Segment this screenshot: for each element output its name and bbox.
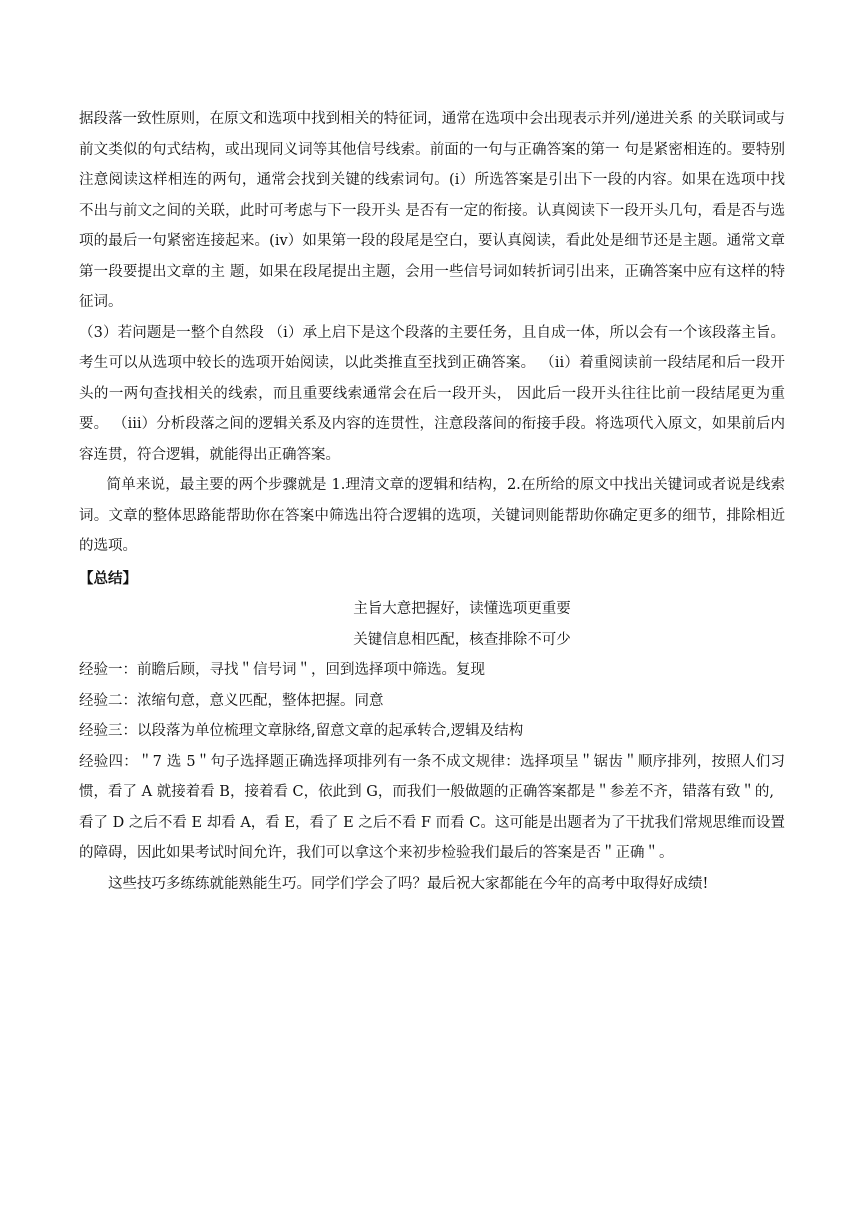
experience-four-continued: 看了 D 之后不看 E 却看 A，看 E，看了 E 之后不看 F 而看 C。这可能是出题者为了干扰我们常规思维而设置的障碍，因此如果考试时间允许，我们可以拿这个来初步检验我们最后的答案是否＂正确＂。 <box>79 814 785 861</box>
paragraph-sentence-position: 据段落一致性原则，在原文和选项中找到相关的特征词，通常在选项中会出现表示并列/递进关系 的关联词或与前文类似的句式结构，或出现同义词等其他信号线索。前面的一句与正确答案的第一 句是紧密相连的。要特别注意阅读这样相连的两句，通常会找到关键的线索词句。(i）所选答案是引出下一段的内容。如果在选项中找不出与前文之间的关联，此时可考虑与下一段开头 是否有一定的衔接。认真阅读下一段开头几句，看是否与选项的最后一句紧密连接起来。(iv）如果第一段的段尾是空白，要认真阅读，看此处是细节还是主题。通常文章第一段要提出文章的主 题，如果在段尾提出主题，会用一些信号词如转折词引出来，正确答案中应有这样的特征词。 <box>79 111 785 310</box>
experience-one: 经验一：前瞻后顾，寻找＂信号词＂，回到选择项中筛选。复现 <box>79 662 485 678</box>
paragraph-simple-summary: 简单来说，最主要的两个步骤就是 1.理清文章的逻辑和结构，2.在所给的原文中找出关键词或者说是线索词。文章的整体思路能帮助你在答案中筛选出符合逻辑的选项，关键词则能帮助你确定更多的细节，排除相近的选项。 <box>79 477 785 554</box>
closing-paragraph: 这些技巧多练练就能熟能生巧。同学们学会了吗？最后祝大家都能在今年的高考中取得好成绩! <box>108 875 709 892</box>
paragraph-whole-paragraph-question: （3）若问题是一整个自然段 （i）承上启下是这个段落的主要任务，且自成一体，所以会有一个该段落主旨。考生可以从选项中较长的选项开始阅读，以此类推直至找到正确答案。 （ii）着重阅读前一段结尾和后一段开头的一两句查找相关的线索，而且重要线索通常会在后一段开头， 因此后一段开头往往比前一段结尾更为重要。 （iii）分析段落之间的逻辑关系及内容的连贯性，注意段落间的衔接手段。将选项代入原文，如果前后内容连贯，符合逻辑，就能得出正确答案。 <box>79 324 785 463</box>
summary-heading: 【总结】 <box>79 570 137 587</box>
summary-line-1: 主旨大意把握好，读懂选项更重要 <box>353 601 571 617</box>
experience-four: 经验四：＂7 选 5＂句子选择题正确选择项排列有一条不成文规律：选择项呈＂锯齿＂顺序排列，按照人们习惯，看了 A 就接着看 B，接着看 C，依此到 G，而我们一般做题的正确答案都是＂参差不齐，错落有致＂的, <box>79 753 785 800</box>
experience-three: 经验三：以段落为单位梳理文章脉络,留意文章的起承转合,逻辑及结构 <box>79 723 524 739</box>
summary-line-2: 关键信息相匹配，核查排除不可少 <box>353 631 571 648</box>
experience-two: 经验二：浓缩句意，意义匹配，整体把握。同意 <box>79 692 384 709</box>
document-body <box>79 104 785 899</box>
